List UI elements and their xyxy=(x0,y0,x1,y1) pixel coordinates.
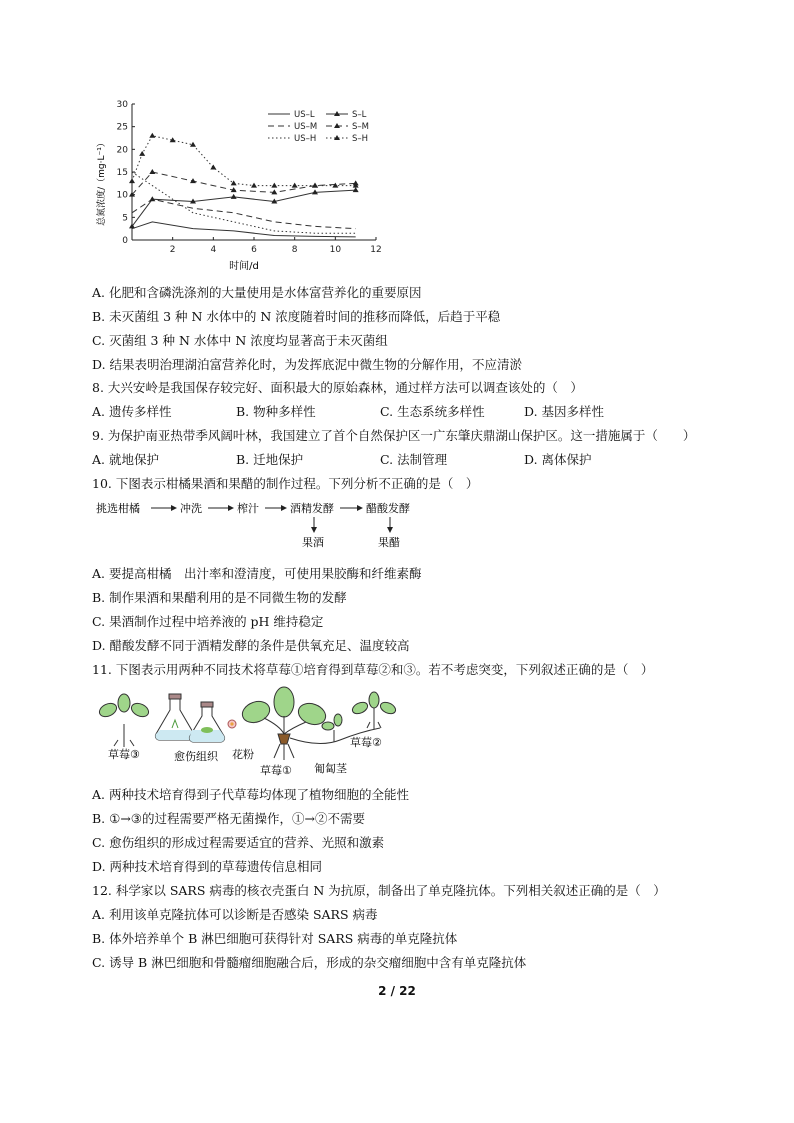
series-point xyxy=(149,196,155,201)
series-point xyxy=(210,164,216,169)
series-point xyxy=(149,133,155,138)
legend-label: S–H xyxy=(352,134,369,144)
q7-option-a: A. 化肥和含磷洗涤剂的大量使用是水体富营养化的重要原因 xyxy=(92,285,422,300)
q12-option-b: B. 体外培养单个 B 淋巴细胞可获得针对 SARS 病毒的单克隆抗体 xyxy=(92,931,458,946)
legend-label: US–M xyxy=(294,122,318,132)
x-tick-label: 2 xyxy=(169,245,176,255)
y-tick-label: 10 xyxy=(116,190,128,201)
q11-option-b: B. ①→③的过程需要严格无菌操作，①→②不需要 xyxy=(92,811,365,826)
q8-option-a: A. 遗传多样性 xyxy=(92,404,172,419)
q11-stem: 11. 下图表示用两种不同技术将草莓①培育得到草莓②和③。若不考虑突变，下列叙述正确的是（ ） xyxy=(92,662,654,677)
y-tick-label: 15 xyxy=(116,168,128,178)
q12-stem: 12. 科学家以 SARS 病毒的核衣壳蛋白 N 为抗原，制备出了单克隆抗体。下列相关叙述正确的是（ ） xyxy=(92,883,666,898)
label-pollen: 花粉 xyxy=(232,748,254,761)
q10-option-d: D. 醋酸发酵不同于酒精发酵的条件是供氧充足、温度较高 xyxy=(92,638,410,653)
flow-step-alcohol: 酒精发酵 xyxy=(290,502,334,515)
nitrogen-chart xyxy=(92,94,392,274)
x-tick-label: 6 xyxy=(251,245,257,255)
x-tick-label: 8 xyxy=(291,245,298,255)
q11-option-a: A. 两种技术培育得到子代草莓均体现了植物细胞的全能性 xyxy=(92,787,409,802)
x-tick-label: 4 xyxy=(210,245,217,255)
series-point xyxy=(129,178,135,183)
y-tick-label: 5 xyxy=(122,213,128,224)
q8-stem: 8. 大兴安岭是我国保存较完好、面积最大的原始森林，通过样方法可以调查该处的（ ） xyxy=(92,380,583,395)
x-tick-label: 10 xyxy=(329,245,342,255)
label-strawberry-1: 草莓① xyxy=(260,764,292,777)
q9-option-b: B. 迁地保护 xyxy=(236,452,304,467)
series-line-5 xyxy=(132,136,356,186)
y-tick-label: 25 xyxy=(116,122,128,133)
series-point xyxy=(139,151,145,156)
chart-ylabel: 总氮浓度/（mg·L⁻¹） xyxy=(97,138,107,226)
legend-label: US–H xyxy=(294,134,317,144)
y-tick-label: 0 xyxy=(122,236,128,246)
series-point xyxy=(251,183,257,188)
legend-label: S–L xyxy=(352,110,367,120)
q12-option-c: C. 诱导 B 淋巴细胞和骨髓瘤细胞融合后，形成的杂交瘤细胞中含有单克隆抗体 xyxy=(92,955,527,970)
q10-option-c: C. 果酒制作过程中培养液的 pH 维持稳定 xyxy=(92,614,324,629)
q9-option-a: A. 就地保护 xyxy=(92,452,159,467)
q11-option-d: D. 两种技术培育得到的草莓遗传信息相同 xyxy=(92,859,323,874)
callus-flask-icon xyxy=(189,702,224,742)
series-line-4 xyxy=(132,172,356,195)
flow-step-rinse: 冲洗 xyxy=(180,502,202,515)
q8-option-c: C. 生态系统多样性 xyxy=(380,404,485,419)
q9-option-c: C. 法制管理 xyxy=(380,452,448,467)
flow-step-select: 挑选柑橘 xyxy=(96,502,140,515)
label-callus: 愈伤组织 xyxy=(174,750,218,763)
fermentation-flowchart xyxy=(96,498,436,552)
label-runner: 匍匐茎 xyxy=(314,762,347,775)
flow-product-wine: 果酒 xyxy=(302,536,324,549)
series-point xyxy=(332,183,338,188)
q9-option-d: D. 离体保护 xyxy=(524,452,592,467)
label-strawberry-2: 草莓② xyxy=(350,736,382,749)
flow-product-vinegar: 果醋 xyxy=(378,536,400,549)
series-point xyxy=(190,178,196,183)
q9-stem: 9. 为保护南亚热带季风阔叶林，我国建立了首个自然保护区一广东肇庆鼎湖山保护区。这一措施属于（ ） xyxy=(92,428,696,443)
q10-option-b: B. 制作果酒和果醋利用的是不同微生物的发酵 xyxy=(92,590,347,605)
flow-step-juice: 榨汁 xyxy=(237,502,259,515)
page-number: 2 / 22 xyxy=(378,984,416,998)
series-point xyxy=(292,183,298,188)
q10-option-a: A. 要提高柑橘 出汁率和澄清度，可使用果胶酶和纤维素酶 xyxy=(92,566,422,581)
q7-option-b: B. 未灭菌组 3 种 N 水体中的 N 浓度随着时间的推移而降低，后趋于平稳 xyxy=(92,309,501,324)
series-point xyxy=(312,183,318,188)
series-point xyxy=(353,187,359,192)
strawberry-plant-3 xyxy=(97,694,150,747)
y-tick-label: 30 xyxy=(116,100,128,110)
pollen-flower-icon xyxy=(228,720,236,728)
series-point xyxy=(149,169,155,174)
series-line-3 xyxy=(132,190,356,226)
q7-option-d: D. 结果表明治理湖泊富营养化时，为发挥底泥中微生物的分解作用，不应清淤 xyxy=(92,357,523,372)
legend-label: US–L xyxy=(294,110,315,120)
series-point xyxy=(271,183,277,188)
q10-stem: 10. 下图表示柑橘果酒和果醋的制作过程。下列分析不正确的是（ ） xyxy=(92,476,479,491)
strawberry-diagram xyxy=(94,686,404,778)
flow-step-acetic: 醋酸发酵 xyxy=(366,502,410,515)
strawberry-plant-2 xyxy=(351,692,398,729)
q7-option-c: C. 灭菌组 3 种 N 水体中 N 浓度均显著高于未灭菌组 xyxy=(92,333,388,348)
q8-option-d: D. 基因多样性 xyxy=(524,404,605,419)
q12-option-a: A. 利用该单克隆抗体可以诊断是否感染 SARS 病毒 xyxy=(92,907,378,922)
q11-option-c: C. 愈伤组织的形成过程需要适宜的营养、光照和激素 xyxy=(92,835,385,850)
culture-flask-icon xyxy=(155,694,194,740)
q8-option-b: B. 物种多样性 xyxy=(236,404,316,419)
x-tick-label: 12 xyxy=(370,245,382,255)
series-point xyxy=(231,194,237,199)
legend-label: S–M xyxy=(352,122,369,132)
y-tick-label: 20 xyxy=(116,145,128,156)
label-strawberry-3: 草莓③ xyxy=(108,748,140,761)
chart-xlabel: 时间/d xyxy=(229,261,259,272)
